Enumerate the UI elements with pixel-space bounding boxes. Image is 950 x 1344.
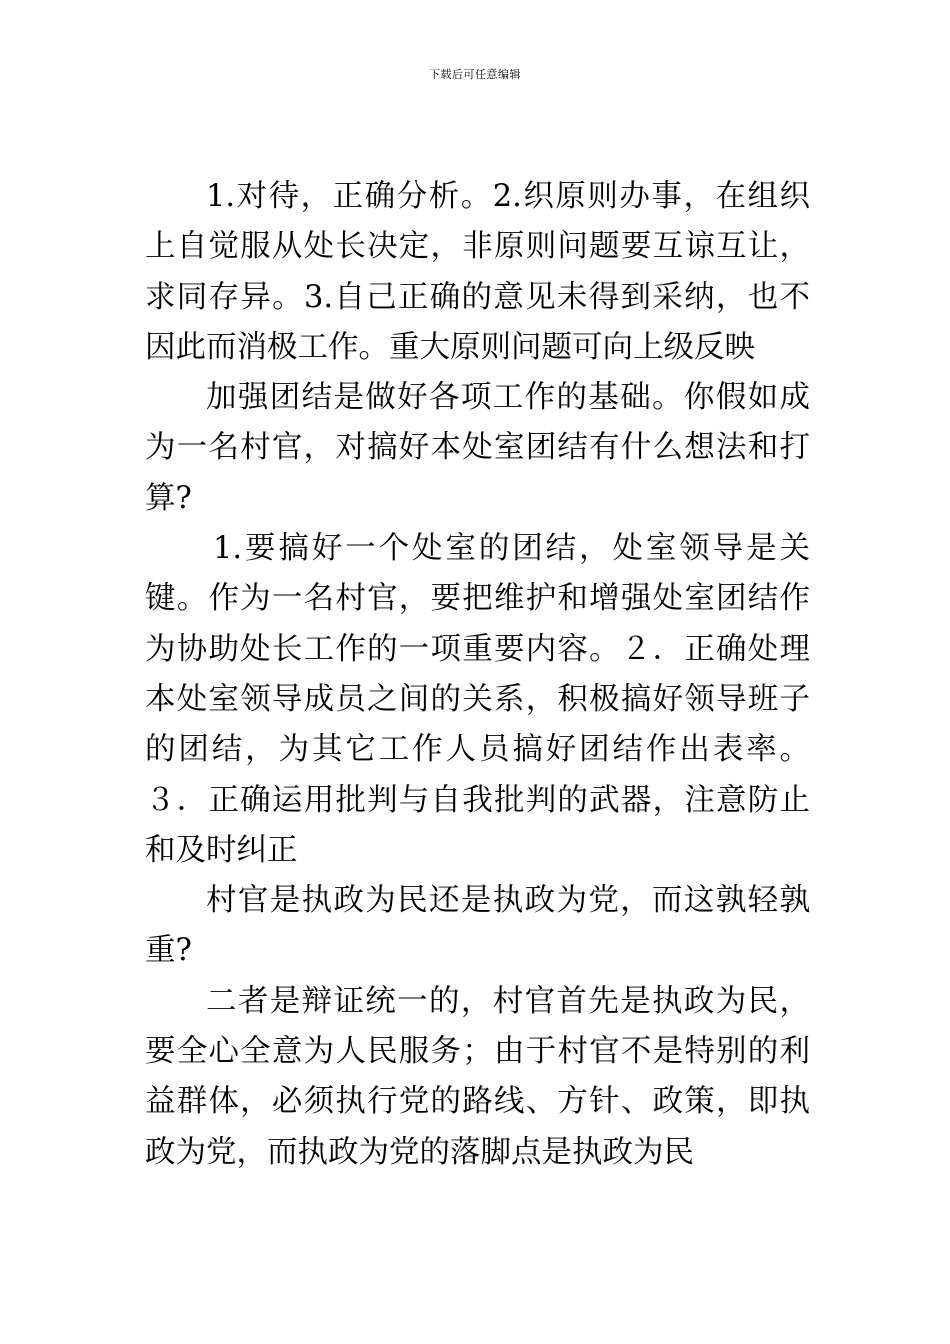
paragraph-question-3: 村官是执政为民还是执政为党，而这孰轻孰重?	[145, 883, 810, 969]
paragraph-answer-3: 二者是辩证统一的，村官首先是执政为民，要全心全意为人民服务；由于村官不是特别的利益群体，必须执行党的路线、方针、政策，即执政为党，而执政为党的落脚点是执政为民	[145, 983, 810, 1170]
document-body	[145, 172, 810, 1178]
page-header: 下载后可任意编辑	[429, 68, 521, 81]
paragraph-question-2: 加强团结是做好各项工作的基础。你假如成为一名村官，对搞好本处室团结有什么想法和打算?	[145, 380, 810, 516]
paragraph-answer-1: 1.对待，正确分析。2.织原则办事，在组织上自觉服从处长决定，非原则问题要互谅互让，求同存异。3.自己正确的意见未得到采纳，也不因此而消极工作。重大原则问题可向上级反映	[145, 179, 810, 365]
paragraph-answer-2: 1.要搞好一个处室的团结，处室领导是关键。作为一名村官，要把维护和增强处室团结作为协助处长工作的一项重要内容。２．正确处理本处室领导成员之间的关系，积极搞好领导班子的团结，为其它工作人员搞好团结作出表率。３．正确运用批判与自我批判的武器，注意防止和及时纠正	[145, 531, 810, 868]
